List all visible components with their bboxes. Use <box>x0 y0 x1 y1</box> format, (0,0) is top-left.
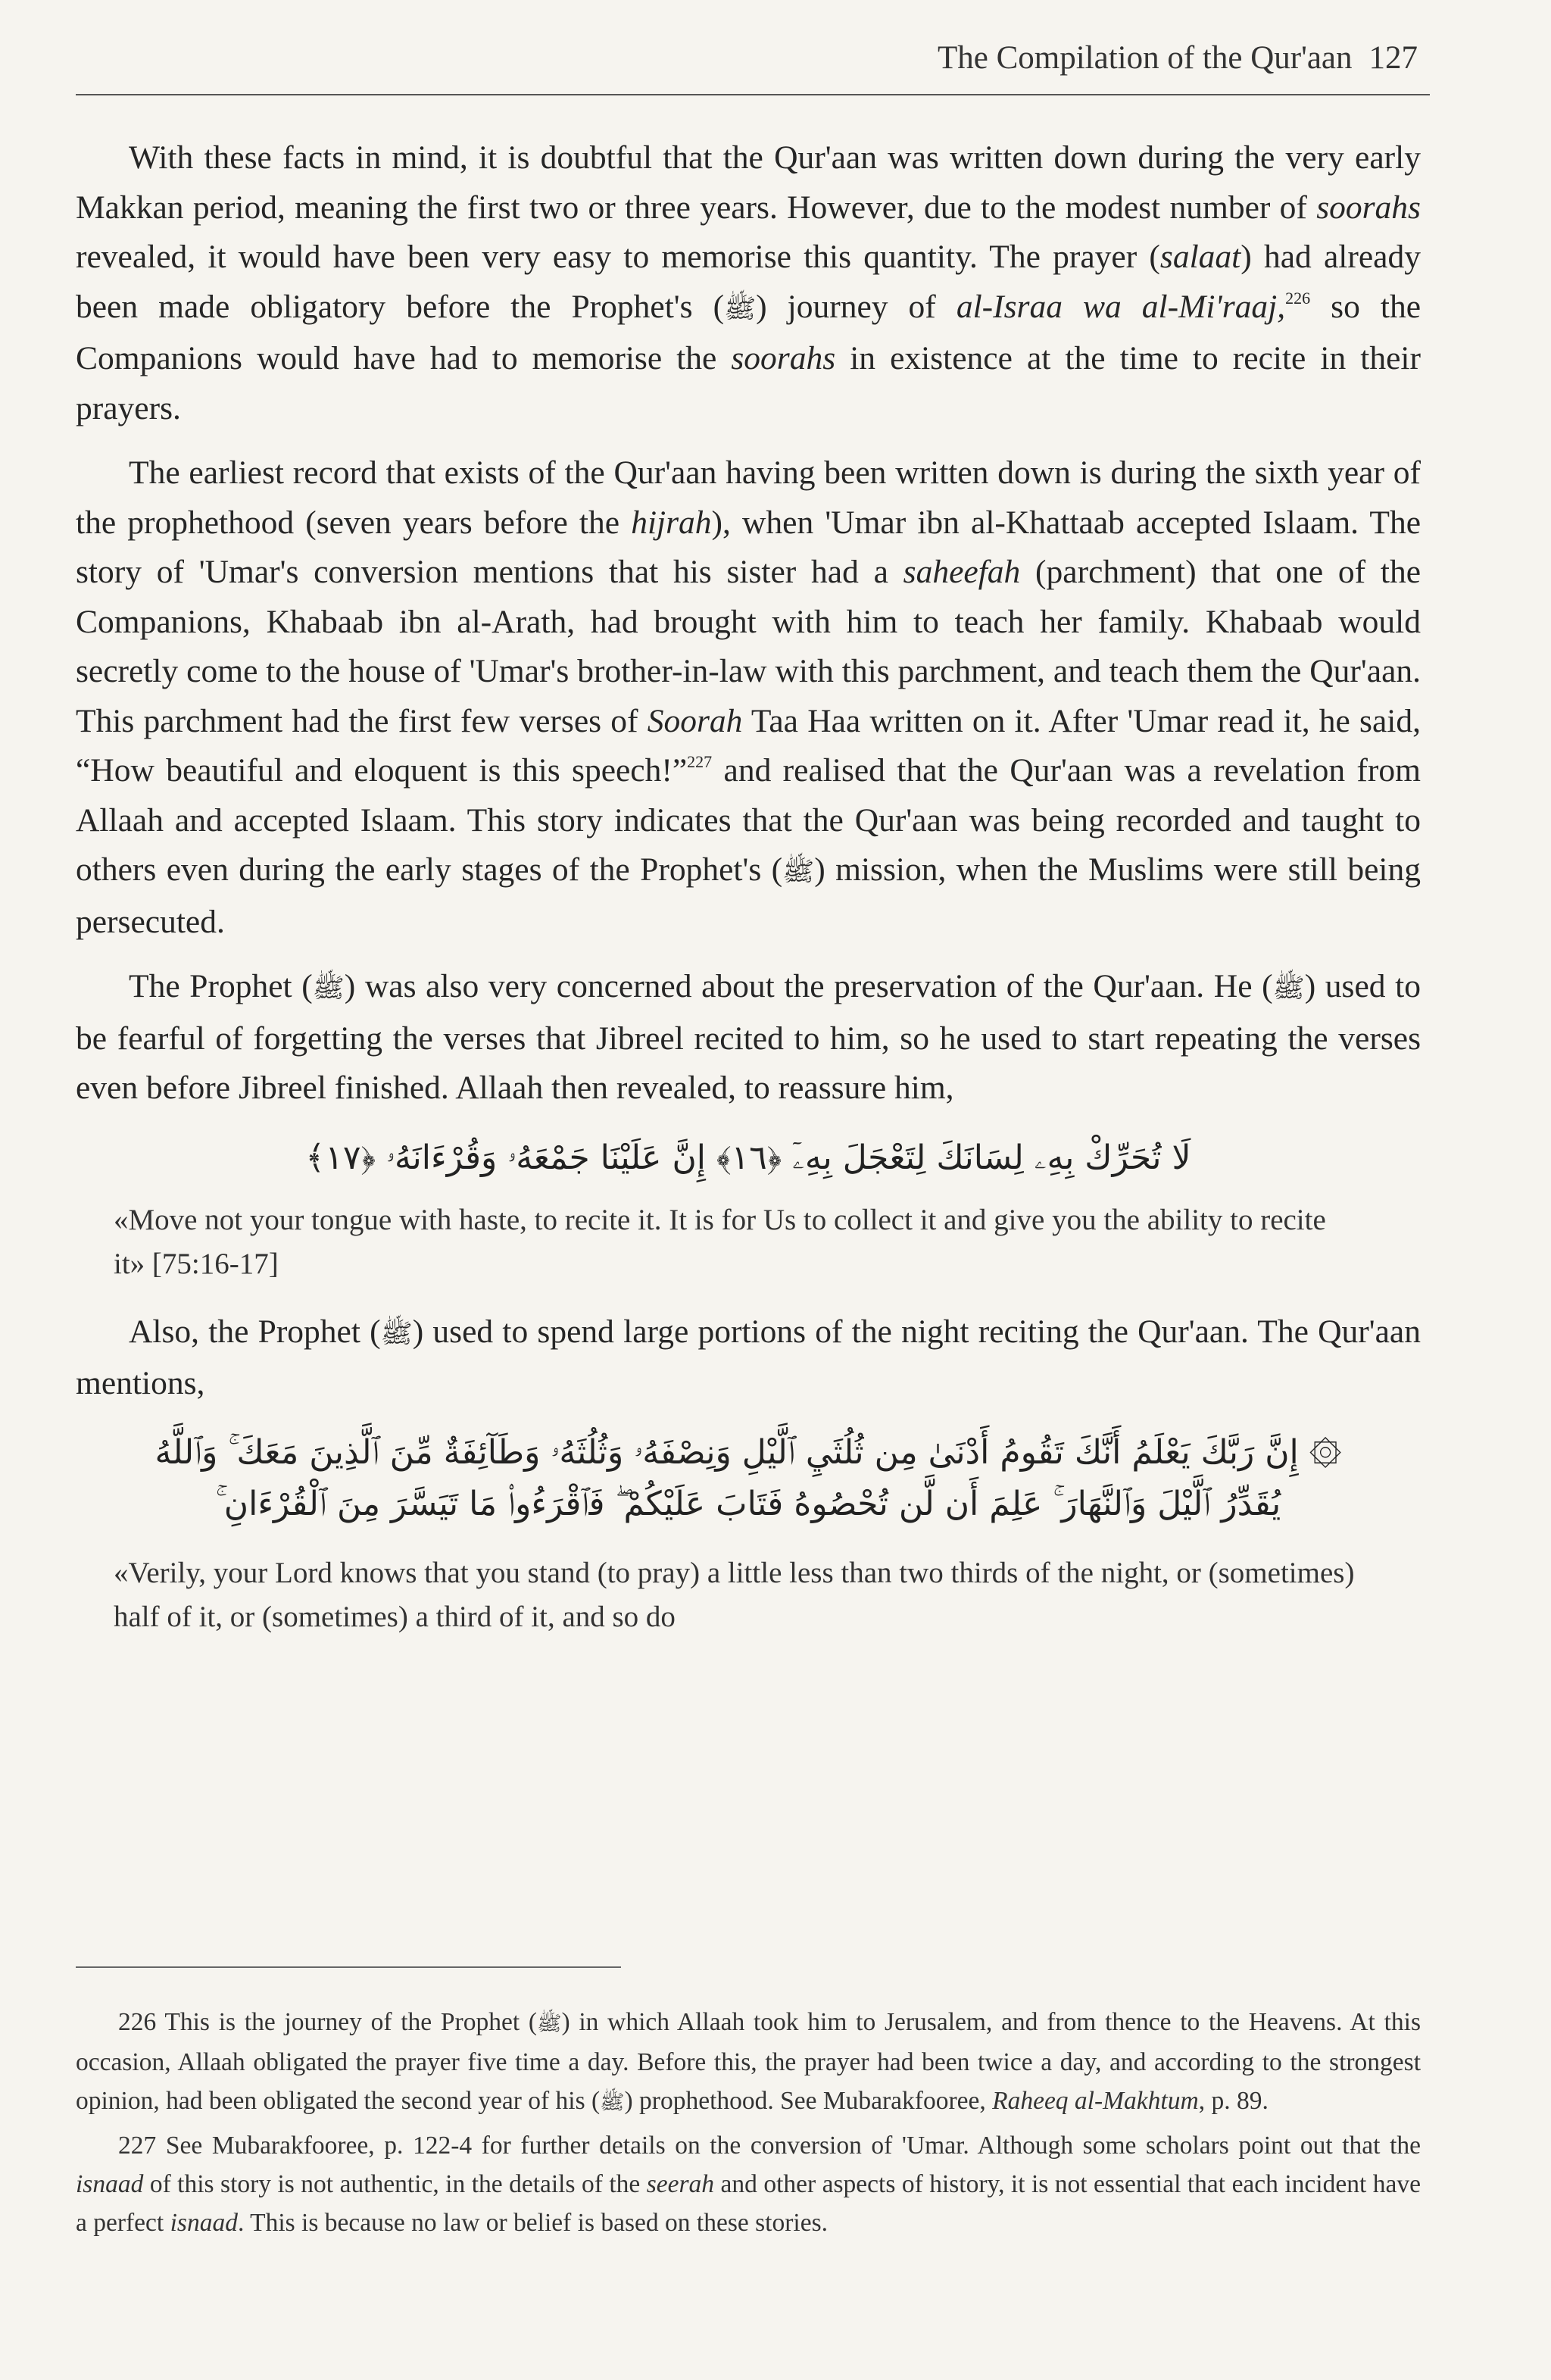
page-number: 127 <box>1368 40 1418 76</box>
pbuh-symbol: ﷺ <box>380 1318 413 1349</box>
footnotes <box>76 2003 1421 2247</box>
running-head-title: The Compilation of the Qur'aan <box>938 40 1353 76</box>
pbuh-symbol: ﷺ <box>724 293 757 324</box>
pbuh-symbol: ﷺ <box>1272 973 1305 1004</box>
book-title: Raheeq al-Makhtum <box>992 2087 1199 2115</box>
term-isnaad: isnaad <box>170 2209 238 2237</box>
footnote-227: 227 See Mubarakfooree, p. 122-4 for further details on the conversion of 'Umar. Although some scholars point out that the isnaad of this story is not authentic, in the details of the seerah and other aspects of history, it is not essential that each incident have a perfect isnaad. This is because no law or belief is based on these stories. <box>76 2132 1421 2237</box>
paragraph-3: The Prophet (ﷺ) was also very concerned about the preservation of the Qur'aan. He (ﷺ) used to be fearful of forgetting the verses that Jibreel recited to him, so he used to start repeating the verses even before Jibreel finished. Allaah then revealed, to reassure him, <box>76 968 1421 1106</box>
paragraph-4: Also, the Prophet (ﷺ) used to spend large portions of the night reciting the Qur'aan. The Qur'aan mentions, <box>76 1313 1421 1401</box>
footnote-226: 226 This is the journey of the Prophet (ﷺ) in which Allaah took him to Jerusalem, and from thence to the Heavens. At this occasion, Allaah obligated the prayer five time a day. Before this, the prayer had been twice a day, and according to the strongest opinion, had been obligated the second year of his (ﷺ) prophethood. See Mubarakfooree, Raheeq al-Makhtum, p. 89. <box>76 2008 1421 2115</box>
footnote-rule <box>76 1966 621 1968</box>
footnote-ref-227[interactable]: 227 <box>687 752 713 771</box>
arabic-verse-73-20: ۞ إِنَّ رَبَّكَ يَعْلَمُ أَنَّكَ تَقُومُ أَدْنَىٰ مِن ثُلُثَيِ ٱلَّيْلِ وَنِصْفَهُۥ وَثُلُثَهُۥ وَطَآئِفَةٌ مِّنَ ٱلَّذِينَ مَعَكَ ۚ وَٱللَّهُ يُقَدِّرُ ٱلَّيْلَ وَٱلنَّهَارَ ۚ عَلِمَ أَن لَّن تُحْصُوهُ فَتَابَ عَلَيْكُمْ ۖ فَٱقْرَءُوا۟ مَا تَيَسَّرَ مِنَ ٱلْقُرْءَانِ ۚ <box>154 1432 1342 1523</box>
term-seerah: seerah <box>646 2170 715 2198</box>
term-soorahs: soorahs <box>731 340 836 376</box>
header-rule <box>76 94 1430 95</box>
body-text <box>76 133 1421 1660</box>
pbuh-symbol: ﷺ <box>312 973 345 1004</box>
term-saheefah: saheefah <box>903 554 1021 590</box>
verse-translation-1: «Move not your tongue with haste, to recite it. It is for Us to collect it and give you the ability to recite it» [75:16-17] <box>114 1203 1326 1280</box>
footnote-ref-226[interactable]: 226 <box>1285 288 1311 308</box>
term-salaat: salaat <box>1159 239 1241 275</box>
term-hijrah: hijrah <box>631 504 712 541</box>
verse-translation-2: «Verily, your Lord knows that you stand (to pray) a little less than two thirds of the night, or (sometimes) half of it, or (sometimes) a third of it, and so do <box>114 1556 1355 1633</box>
term-isnaad: isnaad <box>76 2170 144 2198</box>
running-head <box>76 39 1418 77</box>
pbuh-symbol: ﷺ <box>537 2012 562 2035</box>
paragraph-1: With these facts in mind, it is doubtful that the Qur'aan was written down during the very early Makkan period, meaning the first two or three years. However, due to the modest number of soorahs revealed, it would have been very easy to memorise this quantity. The prayer (salaat) had already been made obligatory before the Prophet's (ﷺ) journey of al-Israa wa al-Mi'raaj,$^{226}$ so the Companions would have had to memorise the soorahs in existence at the time to recite in their prayers. <box>76 139 1421 426</box>
pbuh-symbol: ﷺ <box>782 857 815 887</box>
term-israa: al-Israa wa al-Mi'raaj, <box>956 288 1286 325</box>
pbuh-symbol: ﷺ <box>600 2091 625 2114</box>
paragraph-2: The earliest record that exists of the Qur'aan having been written down is during the sixth year of the prophethood (seven years before the hijrah), when 'Umar ibn al-Khattaab accepted Islaam. The story of 'Umar's conversion mentions that his sister had a saheefah (parchment) that one of the Companions, Khabaab ibn al-Arath, had brought with him to teach her family. Khabaab would secretly come to the house of 'Umar's brother-in-law with this parchment, and teach them the Qur'aan. This parchment had the first few verses of Soorah Taa Haa written on it. After 'Umar read it, he said, “How beautiful and eloquent is this speech!”$^{227}$ and realised that the Qur'aan was a revelation from Allaah and accepted Islaam. This story indicates that the Qur'aan was being recorded and taught to others even during the early stages of the Prophet's (ﷺ) mission, when the Muslims were still being persecuted. <box>76 454 1421 940</box>
arabic-verse-75-16-17: لَا تُحَرِّكْ بِهِۦ لِسَانَكَ لِتَعْجَلَ بِهِۦٓ ﴿١٦﴾ إِنَّ عَلَيْنَا جَمْعَهُۥ وَقُرْءَانَهُۥ ﴿١٧﴾ <box>305 1138 1191 1177</box>
term-soorah: Soorah <box>647 702 743 739</box>
term-soorahs: soorahs <box>1316 189 1421 226</box>
